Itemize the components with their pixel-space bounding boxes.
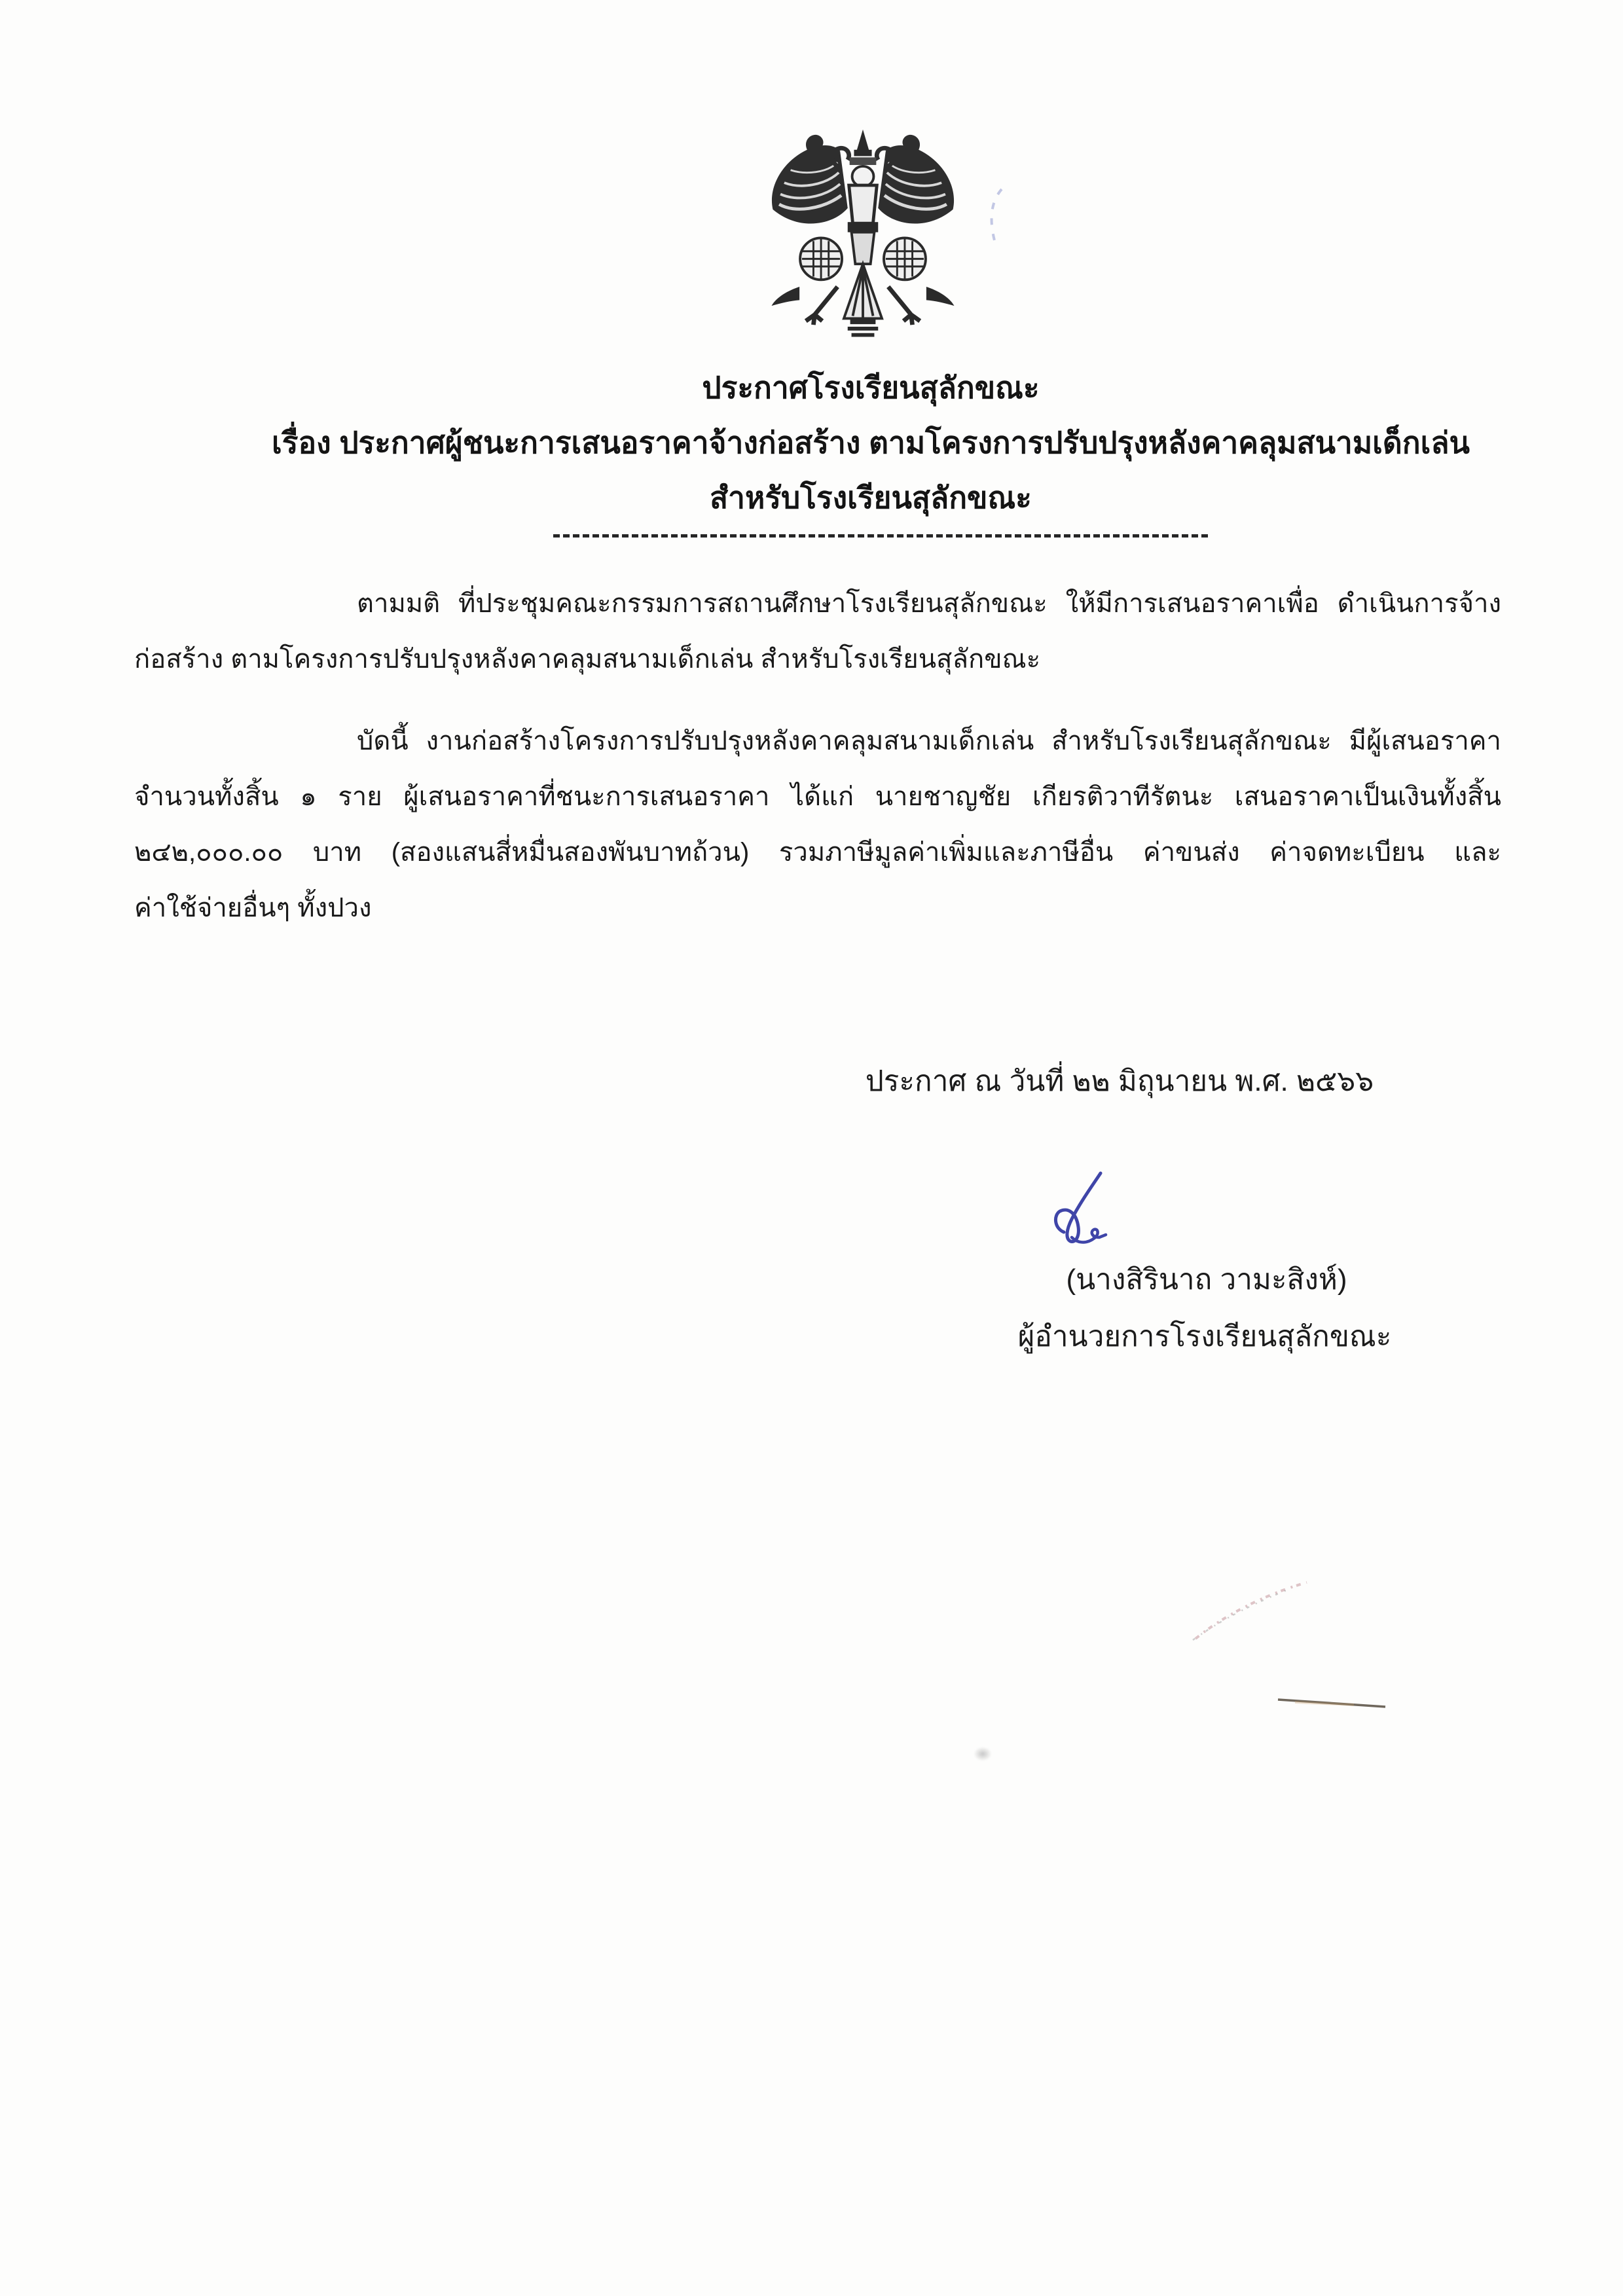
announcement-date-line: ประกาศ ณ วันที่ ๒๒ มิถุนายน พ.ศ. ๒๕๖๖	[865, 1065, 1374, 1097]
paragraph-line: จำนวนทั้งสิ้น ๑ ราย ผู้เสนอราคาที่ชนะการเสนอราคา ได้แก่ นายชาญชัย เกียรติวาทีรัตนะ เสนอราคาเป็นเงินทั้งสิ้น	[134, 782, 1501, 811]
signer-name: (นางสิรินาถ วามะสิงห์)	[1066, 1264, 1347, 1296]
paragraph-winner-announcement	[134, 714, 1501, 936]
garuda-emblem	[761, 123, 964, 349]
announcement-subject-continued: สำหรับโรงเรียนสุลักขณะ	[710, 481, 1032, 515]
announcement-title: ประกาศโรงเรียนสุลักขณะ	[702, 371, 1040, 405]
paragraph-line: ก่อสร้าง ตามโครงการปรับปรุงหลังคาคลุมสนามเด็กเล่น สำหรับโรงเรียนสุลักขณะ	[134, 645, 1041, 674]
dashed-separator	[553, 534, 1208, 538]
paragraph-resolution	[134, 576, 1501, 687]
signer-title: ผู้อำนวยการโรงเรียนสุลักขณะ	[1017, 1321, 1392, 1353]
stray-pencil-scribble	[1192, 1575, 1313, 1643]
stray-blue-mark	[982, 187, 1008, 246]
paragraph-line: ค่าใช้จ่ายอื่นๆ ทั้งปวง	[134, 894, 372, 922]
paragraph-line: ๒๔๒,๐๐๐.๐๐ บาท (สองแสนสี่หมื่นสองพันบาทถ้วน) รวมภาษีมูลค่าเพิ่มและภาษีอื่น ค่าขนส่ง ค่าจดทะเบียน และ	[134, 838, 1501, 867]
announcement-subject: เรื่อง ประกาศผู้ชนะการเสนอราคาจ้างก่อสร้าง ตามโครงการปรับปรุงหลังคาคลุมสนามเด็กเล่น	[272, 426, 1470, 460]
handwritten-signature	[1038, 1169, 1126, 1247]
paragraph-line: บัดนี้ งานก่อสร้างโครงการปรับปรุงหลังคาคลุมสนามเด็กเล่น สำหรับโรงเรียนสุลักขณะ มีผู้เสนอราคา	[357, 727, 1501, 756]
stray-smudge	[974, 1747, 992, 1761]
paragraph-line: ตามมติ ที่ประชุมคณะกรรมการสถานศึกษาโรงเรียนสุลักขณะ ให้มีการเสนอราคาเพื่อ ดำเนินการจ้าง	[357, 589, 1501, 618]
stray-line-mark	[1275, 1696, 1390, 1711]
